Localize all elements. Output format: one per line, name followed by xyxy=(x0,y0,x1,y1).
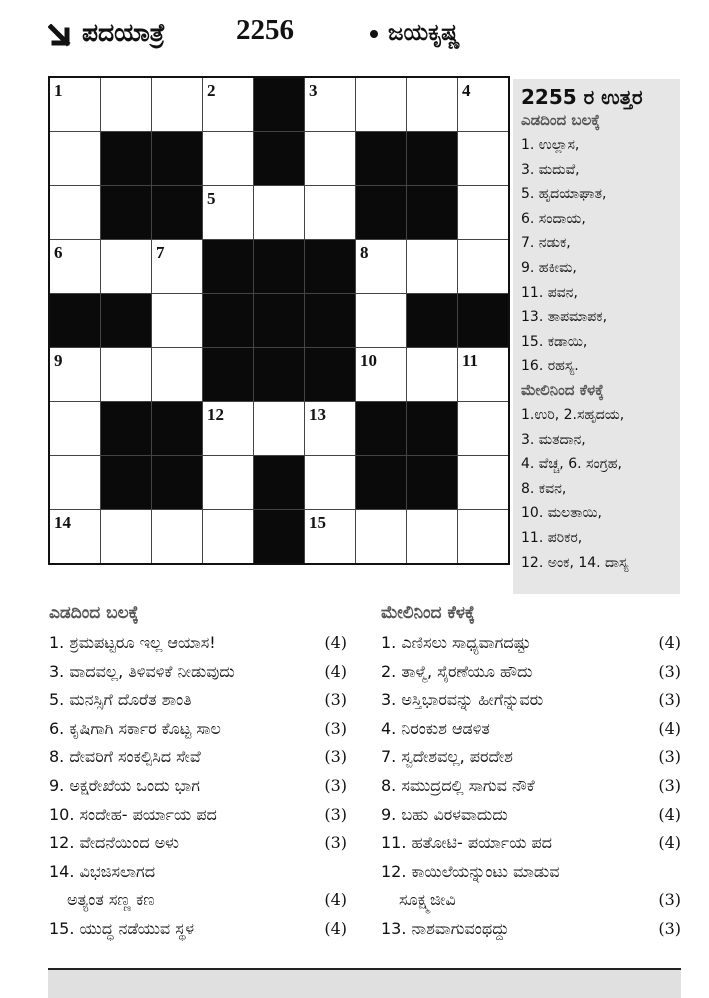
grid-cell[interactable] xyxy=(101,348,152,402)
clue-length: (4) xyxy=(658,804,681,824)
clue-length: (4) xyxy=(658,833,681,853)
grid-cell[interactable] xyxy=(356,77,407,132)
grid-cell[interactable] xyxy=(152,510,203,565)
grid-cell[interactable] xyxy=(356,348,407,402)
grid-cell[interactable] xyxy=(356,510,407,565)
grid-cell[interactable] xyxy=(458,132,510,186)
answer-line: 4. ವೆಚ್ಚ, 6. ಸಂಗ್ರಹ, xyxy=(521,456,622,473)
grid-cell-black xyxy=(101,402,152,456)
cell-number: 12 xyxy=(207,405,224,424)
cell-number: 14 xyxy=(54,513,71,532)
clue-length: (3) xyxy=(324,718,347,738)
cell-number: 13 xyxy=(309,405,326,424)
grid-cell[interactable] xyxy=(152,240,203,294)
answers-across-heading: ಎಡದಿಂದ ಬಲಕ್ಕೆ xyxy=(521,111,601,129)
answer-line: 1. ಉಲ್ಲಾಸ, xyxy=(521,137,580,153)
grid-cell[interactable] xyxy=(203,402,254,456)
grid-cell[interactable] xyxy=(356,240,407,294)
grid-cell[interactable] xyxy=(152,77,203,132)
clue-item xyxy=(381,858,683,887)
clue-length: (3) xyxy=(658,661,681,681)
clue-length: (4) xyxy=(324,890,347,910)
grid-cell-black xyxy=(356,132,407,186)
answer-line: 3. ಮತದಾನ, xyxy=(521,431,586,448)
clue-text: 13. ನಾಶವಾಗುವಂಥದ್ದು xyxy=(381,918,510,938)
arrow-down-right-icon xyxy=(48,24,74,50)
cell-number: 8 xyxy=(360,243,369,262)
clue-item xyxy=(381,686,683,715)
grid-row xyxy=(49,348,509,402)
grid-cell[interactable] xyxy=(203,77,254,132)
grid-cell-black xyxy=(356,402,407,456)
grid-cell[interactable] xyxy=(305,132,356,186)
grid-cell-black xyxy=(203,240,254,294)
cell-number: 15 xyxy=(309,513,326,532)
bullet-icon xyxy=(370,30,378,38)
clue-text: 15. ಯುದ್ಧ ನಡೆಯುವ ಸ್ಥಳ xyxy=(49,918,195,938)
clue-item xyxy=(381,772,683,801)
answer-line: 13. ತಾಪಮಾಪಕ, xyxy=(521,309,608,326)
grid-row xyxy=(49,294,509,348)
clue-text: 11. ಹತೋಟಿ- ಪರ್ಯಾಯ ಪದ xyxy=(381,833,553,853)
grid-cell[interactable] xyxy=(49,186,101,240)
grid-row xyxy=(49,77,509,132)
grid-cell-black xyxy=(305,294,356,348)
clue-item xyxy=(49,886,349,915)
answer-line: 10. ಮಲತಾಯಿ, xyxy=(521,505,602,522)
grid-cell-black xyxy=(356,186,407,240)
answer-line: 5. ಹೃದಯಾಘಾತ, xyxy=(521,186,607,203)
clue-item xyxy=(49,829,349,858)
grid-row xyxy=(49,510,509,565)
clue-item xyxy=(381,629,683,658)
grid-cell-black xyxy=(203,348,254,402)
grid-cell-black xyxy=(407,456,458,510)
grid-cell-black xyxy=(254,348,305,402)
clue-item xyxy=(49,686,349,715)
grid-cell[interactable] xyxy=(101,240,152,294)
grid-cell[interactable] xyxy=(203,186,254,240)
grid-cell[interactable] xyxy=(49,240,101,294)
clue-item xyxy=(381,829,683,858)
clue-text: 3. ವಾದವಲ್ಲ, ತಿಳಿವಳಿಕೆ ನೀಡುವುದು xyxy=(49,661,235,681)
clue-length: (3) xyxy=(324,747,347,767)
grid-cell[interactable] xyxy=(458,348,510,402)
grid-cell[interactable] xyxy=(203,456,254,510)
clue-text: 9. ಬಹು ವಿರಳವಾದುದು xyxy=(381,804,508,824)
grid-cell[interactable] xyxy=(458,186,510,240)
clue-item xyxy=(381,801,683,830)
clue-text: 1. ಶ್ರಮಪಟ್ಟರೂ ಇಲ್ಲ ಆಯಾಸ! xyxy=(49,633,216,652)
down-clue-list xyxy=(381,629,683,944)
grid-cell[interactable] xyxy=(356,294,407,348)
cell-number: 3 xyxy=(309,81,318,100)
cell-number: 11 xyxy=(462,351,479,370)
footer-band xyxy=(48,968,681,998)
grid-cell-black xyxy=(458,294,510,348)
grid-cell-black xyxy=(152,402,203,456)
grid-cell[interactable] xyxy=(458,240,510,294)
answer-line: 8. ಕವನ, xyxy=(521,480,567,497)
answers-down-heading: ಮೇಲಿನಿಂದ ಕೆಳಕ್ಕೆ xyxy=(521,380,604,399)
grid-cell[interactable] xyxy=(101,510,152,565)
cell-number: 7 xyxy=(156,243,165,262)
clue-text: 9. ಅಕ್ಷರೇಖೆಯ ಒಂದು ಭಾಗ xyxy=(49,775,200,795)
clue-length: (4) xyxy=(658,718,681,738)
clue-item xyxy=(381,715,683,744)
clue-length: (3) xyxy=(658,690,681,710)
clue-length: (4) xyxy=(324,633,347,652)
grid-cell-black xyxy=(254,77,305,132)
clue-item xyxy=(49,715,349,744)
answer-line: 11. ಪವನ, xyxy=(521,284,578,301)
clue-text: 6. ಕೃಷಿಗಾಗಿ ಸರ್ಕಾರ ಕೊಟ್ಟ ಸಾಲ xyxy=(49,718,221,738)
grid-cell[interactable] xyxy=(305,402,356,456)
cell-number: 1 xyxy=(54,81,63,100)
clue-length: (4) xyxy=(658,633,681,652)
grid-cell-black xyxy=(254,510,305,565)
grid-cell-black xyxy=(254,456,305,510)
across-clues-heading: ಎಡದಿಂದ ಬಲಕ್ಕೆ xyxy=(49,603,139,623)
clue-text: 5. ಮನಸ್ಸಿಗೆ ದೊರೆತ ಶಾಂತಿ xyxy=(49,690,192,710)
grid-cell-black xyxy=(152,456,203,510)
answer-line: 1.ಉರಿ, 2.ಸಹೃದಯ, xyxy=(521,406,625,423)
answer-line: 3. ಮದುವೆ, xyxy=(521,161,580,178)
clue-text: ಅತ್ಯಂತ ಸಣ್ಣ ಕಣ xyxy=(67,890,155,910)
clue-text: 12. ವೇದನೆಯಿಂದ ಅಳು xyxy=(49,833,179,853)
answers-across-list xyxy=(521,133,672,379)
clue-item xyxy=(49,772,349,801)
clue-text: ಸೂಕ್ಷ್ಮಜೀವಿ xyxy=(399,890,456,910)
puzzle-number: 2256 xyxy=(236,14,294,46)
grid-cell[interactable] xyxy=(305,186,356,240)
grid-cell[interactable] xyxy=(305,456,356,510)
clue-length: (3) xyxy=(324,775,347,795)
cell-number: 2 xyxy=(207,81,216,100)
clue-item xyxy=(49,629,349,658)
grid-row xyxy=(49,402,509,456)
clue-length: (3) xyxy=(324,690,347,710)
clue-item xyxy=(49,915,349,944)
clue-item xyxy=(49,858,349,887)
grid-cell-black xyxy=(152,186,203,240)
clue-text: 3. ಅಸ್ತಿಭಾರವನ್ನು ಹೀಗೆನ್ನುವರು xyxy=(381,690,544,710)
grid-cell-black xyxy=(407,294,458,348)
grid-cell[interactable] xyxy=(458,510,510,565)
author-text: ಜಯಕೃಷ್ಣ xyxy=(388,20,461,46)
grid-cell-black xyxy=(101,186,152,240)
across-clue-list xyxy=(49,629,349,944)
cell-number: 5 xyxy=(207,189,216,208)
grid-cell[interactable] xyxy=(254,186,305,240)
puzzle-title: ಪದಯಾತ್ರೆ xyxy=(82,18,166,47)
clue-item xyxy=(49,743,349,772)
clue-length: (3) xyxy=(658,918,681,938)
author-name xyxy=(370,20,460,46)
grid-cell[interactable] xyxy=(49,77,101,132)
cell-number: 10 xyxy=(360,351,377,370)
grid-row xyxy=(49,186,509,240)
answer-line: 11. ಪರಿಕರ, xyxy=(521,529,583,546)
grid-cell[interactable] xyxy=(407,77,458,132)
grid-cell[interactable] xyxy=(152,348,203,402)
grid-cell[interactable] xyxy=(305,77,356,132)
grid-cell[interactable] xyxy=(49,348,101,402)
clue-item xyxy=(381,886,683,915)
grid-cell-black xyxy=(152,132,203,186)
grid-row xyxy=(49,240,509,294)
grid-cell-black xyxy=(203,294,254,348)
grid-cell-black xyxy=(254,240,305,294)
clue-length: (4) xyxy=(324,661,347,681)
grid-cell-black xyxy=(407,402,458,456)
across-clues xyxy=(49,603,349,944)
clue-length: (3) xyxy=(324,833,347,853)
grid-cell[interactable] xyxy=(407,240,458,294)
clue-length: (3) xyxy=(658,747,681,767)
cell-number: 6 xyxy=(54,243,63,262)
clue-item xyxy=(381,743,683,772)
cell-number: 4 xyxy=(462,81,471,100)
grid-cell[interactable] xyxy=(203,510,254,565)
clue-text: 4. ನಿರಂಕುಶ ಆಡಳಿತ xyxy=(381,718,490,738)
clue-length: (4) xyxy=(324,918,347,938)
clue-text: 10. ಸಂದೇಹ- ಪರ್ಯಾಯ ಪದ xyxy=(49,804,217,824)
answer-line: 16. ರಹಸ್ಯ. xyxy=(521,358,579,375)
grid-cell[interactable] xyxy=(305,510,356,565)
clue-text: 2. ತಾಳ್ಮೆ, ಸೈರಣೆಯೂ ಹೌದು xyxy=(381,661,533,681)
cell-number: 9 xyxy=(54,351,63,370)
clue-length: (3) xyxy=(658,775,681,795)
grid-cell[interactable] xyxy=(49,510,101,565)
grid-cell[interactable] xyxy=(152,294,203,348)
grid-cell[interactable] xyxy=(407,510,458,565)
down-clues xyxy=(381,603,683,944)
clue-text: 8. ಸಮುದ್ರದಲ್ಲಿ ಸಾಗುವ ನೌಕೆ xyxy=(381,775,535,795)
grid-cell[interactable] xyxy=(49,402,101,456)
grid-cell-black xyxy=(407,132,458,186)
clue-item xyxy=(49,801,349,830)
clue-length: (3) xyxy=(658,890,681,910)
grid-cell-black xyxy=(305,240,356,294)
down-clues-heading: ಮೇಲಿನಿಂದ ಕೆಳಕ್ಕೆ xyxy=(381,603,475,623)
grid-cell-black xyxy=(356,456,407,510)
clue-text: 12. ಕಾಯಿಲೆಯನ್ನುಂಟು ಮಾಡುವ xyxy=(381,861,560,881)
grid-cell-black xyxy=(101,294,152,348)
grid-cell[interactable] xyxy=(458,402,510,456)
answer-line: 12. ಅಂಕ, 14. ದಾಸ್ಯ xyxy=(521,554,629,571)
crossword-grid xyxy=(48,76,510,565)
grid-cell[interactable] xyxy=(101,77,152,132)
answers-title: 2255 ರ ಉತ್ತರ xyxy=(521,85,643,109)
clue-text: 7. ಸ್ವದೇಶವಲ್ಲ, ಪರದೇಶ xyxy=(381,747,513,767)
grid-cell-black xyxy=(254,132,305,186)
clue-text: 8. ದೇವರಿಗೆ ಸಂಕಲ್ಪಿಸಿದ ಸೇವೆ xyxy=(49,747,201,767)
grid-cell[interactable] xyxy=(49,456,101,510)
clue-item xyxy=(381,658,683,687)
clue-length: (3) xyxy=(324,804,347,824)
answer-line: 15. ಕಡಾಯಿ, xyxy=(521,333,588,350)
grid-cell-black xyxy=(407,186,458,240)
grid-row xyxy=(49,132,509,186)
grid-cell-black xyxy=(101,456,152,510)
previous-answers-panel xyxy=(513,79,680,594)
grid-cell-black xyxy=(49,294,101,348)
grid-cell-black xyxy=(101,132,152,186)
puzzle-header xyxy=(48,14,688,54)
grid-cell[interactable] xyxy=(407,348,458,402)
clue-item xyxy=(381,915,683,944)
grid-cell[interactable] xyxy=(254,402,305,456)
answers-down-list xyxy=(521,403,672,575)
clue-text: 1. ಎಣಿಸಲು ಸಾಧ್ಯವಾಗದಷ್ಟು xyxy=(381,633,531,652)
grid-cell[interactable] xyxy=(458,77,510,132)
answer-line: 7. ನಡುಕ, xyxy=(521,235,571,252)
grid-cell-black xyxy=(305,348,356,402)
answer-line: 6. ಸಂದಾಯ, xyxy=(521,210,586,227)
clue-text: 14. ವಿಭಜಿಸಲಾಗದ xyxy=(49,861,156,881)
grid-cell[interactable] xyxy=(203,132,254,186)
grid-cell[interactable] xyxy=(458,456,510,510)
grid-cell-black xyxy=(254,294,305,348)
grid-cell[interactable] xyxy=(49,132,101,186)
grid-row xyxy=(49,456,509,510)
clue-item xyxy=(49,658,349,687)
answer-line: 9. ಹಕೀಮ, xyxy=(521,259,577,276)
